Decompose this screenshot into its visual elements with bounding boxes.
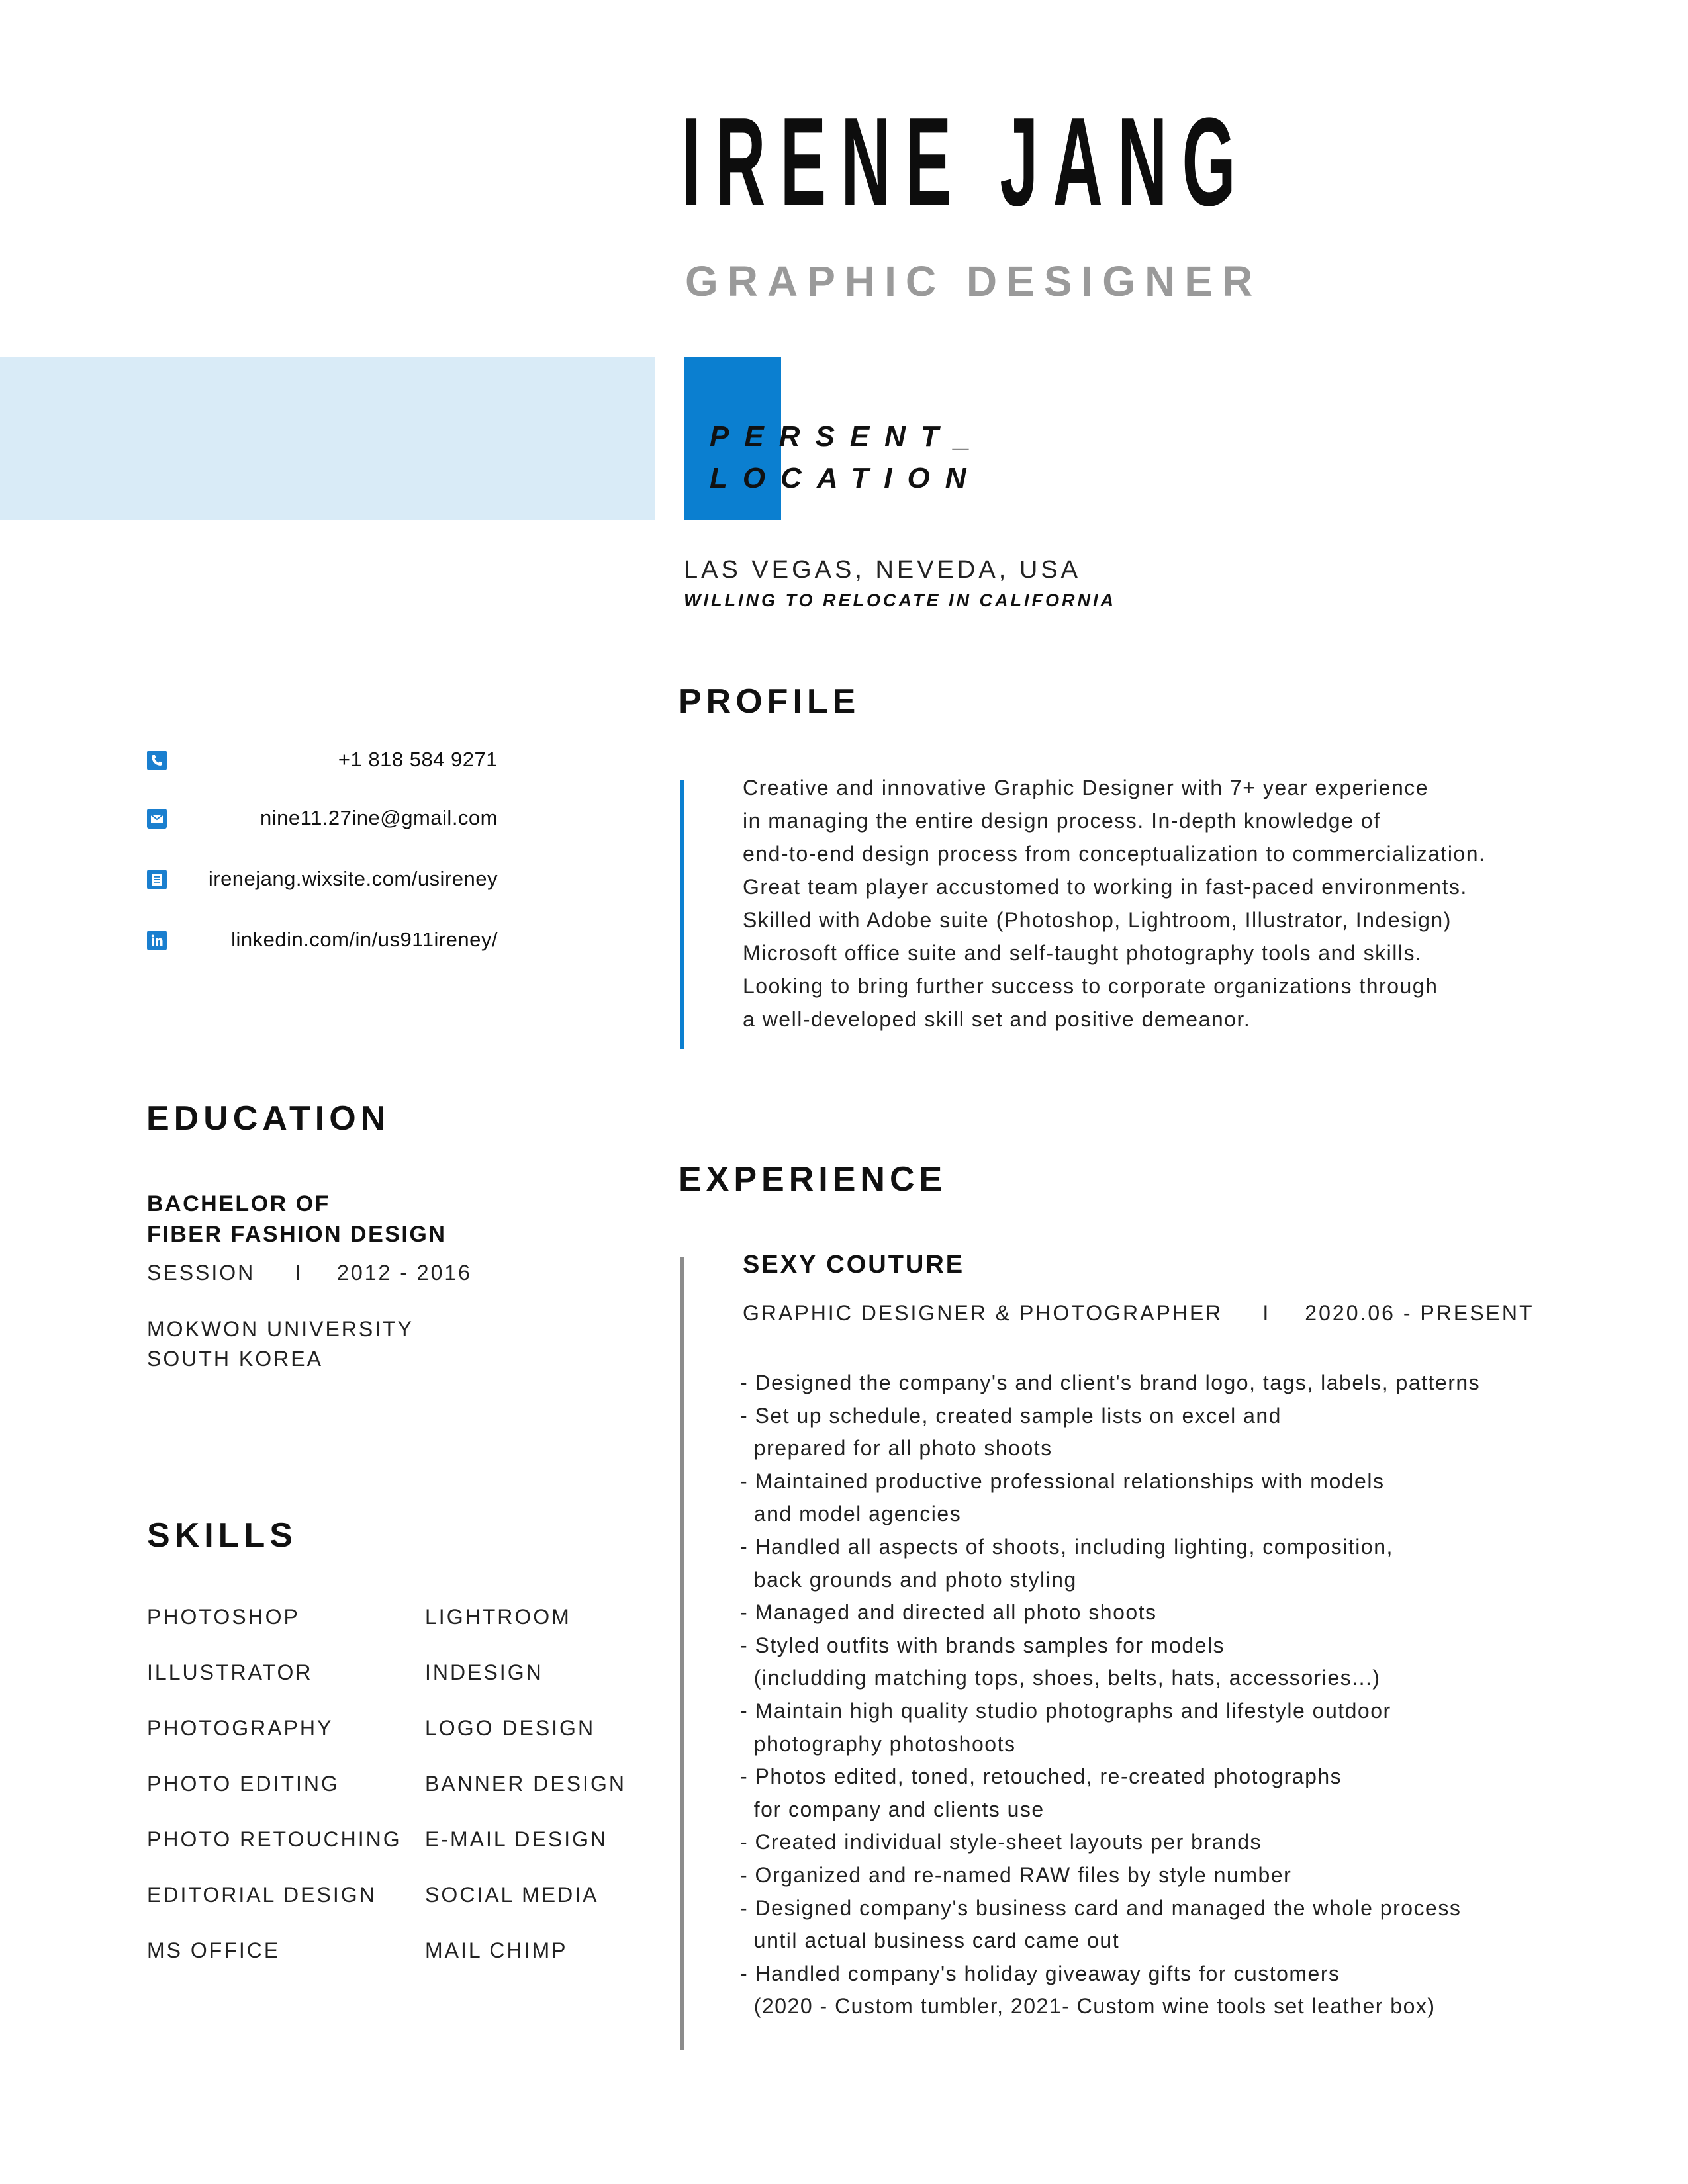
location-label-line2: LOCATION [710, 462, 982, 494]
skill-item: EDITORIAL DESIGN [147, 1883, 377, 1907]
session-years: 2012 - 2016 [337, 1261, 472, 1285]
duty-line: until actual business card came out [740, 1929, 1120, 1953]
relocation-note: WILLING TO RELOCATE IN CALIFORNIA [684, 590, 1116, 610]
skill-item: PHOTOGRAPHY [147, 1716, 334, 1740]
school-country: SOUTH KOREA [147, 1347, 323, 1371]
duty-line: - Designed the company's and client's brand logo, tags, labels, patterns [740, 1371, 1481, 1394]
skill-item: ILLUSTRATOR [147, 1661, 313, 1684]
contact-website[interactable] [147, 867, 498, 893]
separator: I [1262, 1301, 1271, 1325]
email-icon [147, 809, 167, 829]
duty-line: - Handled company's holiday giveaway gifts for customers [740, 1961, 1340, 1985]
duties-list [740, 1367, 1480, 2023]
job-title: GRAPHIC DESIGNER [685, 257, 1262, 305]
profile-line: Creative and innovative Graphic Designer with 7+ year experience [743, 776, 1429, 799]
profile-line: a well-developed skill set and positive demeanor. [743, 1007, 1251, 1031]
linkedin-url: linkedin.com/in/us911ireney/ [231, 928, 498, 951]
phone-number: +1 818 584 9271 [338, 748, 498, 771]
duty-line: (2020 - Custom tumbler, 2021- Custom wine tools set leather box) [740, 1994, 1436, 2019]
duty-line: for company and clients use [740, 1797, 1045, 1821]
skill-item: LOGO DESIGN [425, 1716, 596, 1740]
job-period: 2020.06 - PRESENT [1305, 1301, 1534, 1325]
job-role: GRAPHIC DESIGNER & PHOTOGRAPHER [743, 1301, 1223, 1325]
session-label: SESSION [147, 1261, 256, 1285]
duty-line: photography photoshoots [740, 1731, 1016, 1756]
profile-line: Looking to bring further success to corporate organizations through [743, 974, 1438, 998]
profile-line: Skilled with Adobe suite (Photoshop, Lightroom, Illustrator, Indesign) [743, 908, 1452, 932]
duty-line: - Managed and directed all photo shoots [740, 1600, 1157, 1625]
degree-line1: BACHELOR OF [147, 1191, 330, 1216]
skill-item: PHOTOSHOP [147, 1605, 300, 1629]
profile-line: Microsoft office suite and self-taught photography tools and skills. [743, 941, 1423, 965]
duty-line: - Maintain high quality studio photographs and lifestyle outdoor [740, 1698, 1391, 1723]
skill-item: SOCIAL MEDIA [425, 1883, 599, 1907]
profile-heading: PROFILE [679, 682, 861, 721]
website-url: irenejang.wixsite.com/usireney [208, 867, 498, 890]
duty-line: prepared for all photo shoots [740, 1436, 1053, 1461]
email-address: nine11.27ine@gmail.com [260, 806, 498, 829]
profile-accent-bar [680, 780, 684, 1049]
skill-item: INDESIGN [425, 1661, 543, 1684]
experience-role-line [743, 1301, 1534, 1326]
duty-line: - Maintained productive professional relationships with models [740, 1469, 1385, 1493]
skill-item: PHOTO EDITING [147, 1772, 340, 1796]
skill-item: MAIL CHIMP [425, 1938, 568, 1962]
contact-linkedin[interactable] [147, 928, 498, 954]
contact-phone[interactable] [147, 748, 498, 774]
decorative-band [0, 357, 655, 520]
resume-name: IRENE JANG [682, 92, 1250, 232]
education-session [147, 1261, 472, 1285]
skills-heading: SKILLS [147, 1516, 297, 1555]
company-name: SEXY COUTURE [743, 1251, 965, 1279]
profile-summary [743, 771, 1485, 1036]
duty-line: - Designed company's business card and managed the whole process [740, 1895, 1462, 1920]
duty-line: - Styled outfits with brands samples for models [740, 1633, 1225, 1657]
duty-line: (includding matching tops, shoes, belts, hats, accessories...) [740, 1666, 1381, 1690]
duty-line: - Created individual style-sheet layouts per brands [740, 1830, 1262, 1854]
education-heading: EDUCATION [146, 1099, 391, 1138]
skill-item: MS OFFICE [147, 1938, 281, 1962]
website-icon [147, 870, 167, 889]
skill-item: PHOTO RETOUCHING [147, 1827, 402, 1851]
experience-heading: EXPERIENCE [679, 1160, 947, 1199]
location-label-line1: PERSENT_ [710, 420, 986, 453]
skill-item: LIGHTROOM [425, 1605, 571, 1629]
experience-accent-bar [680, 1257, 684, 2050]
duty-line: back grounds and photo styling [740, 1567, 1077, 1592]
duty-line: - Organized and re-named RAW files by style number [740, 1862, 1292, 1887]
duty-line: - Photos edited, toned, retouched, re-created photographs [740, 1764, 1342, 1789]
school-name: MOKWON UNIVERSITY [147, 1317, 414, 1341]
degree-line2: FIBER FASHION DESIGN [147, 1222, 447, 1247]
separator: I [295, 1261, 303, 1285]
profile-line: end-to-end design process from conceptualization to commercialization. [743, 842, 1486, 866]
duty-line: - Set up schedule, created sample lists on excel and [740, 1403, 1282, 1428]
skill-item: E-MAIL DESIGN [425, 1827, 608, 1851]
linkedin-icon [147, 931, 167, 950]
skill-item: BANNER DESIGN [425, 1772, 626, 1796]
contact-email[interactable] [147, 806, 498, 833]
profile-line: Great team player accustomed to working in fast-paced environments. [743, 875, 1468, 899]
duty-line: and model agencies [740, 1502, 962, 1526]
phone-icon [147, 751, 167, 770]
duty-line: - Handled all aspects of shoots, including lighting, composition, [740, 1534, 1393, 1559]
location-city: LAS VEGAS, NEVEDA, USA [684, 556, 1081, 584]
profile-line: in managing the entire design process. In-depth knowledge of [743, 809, 1381, 833]
